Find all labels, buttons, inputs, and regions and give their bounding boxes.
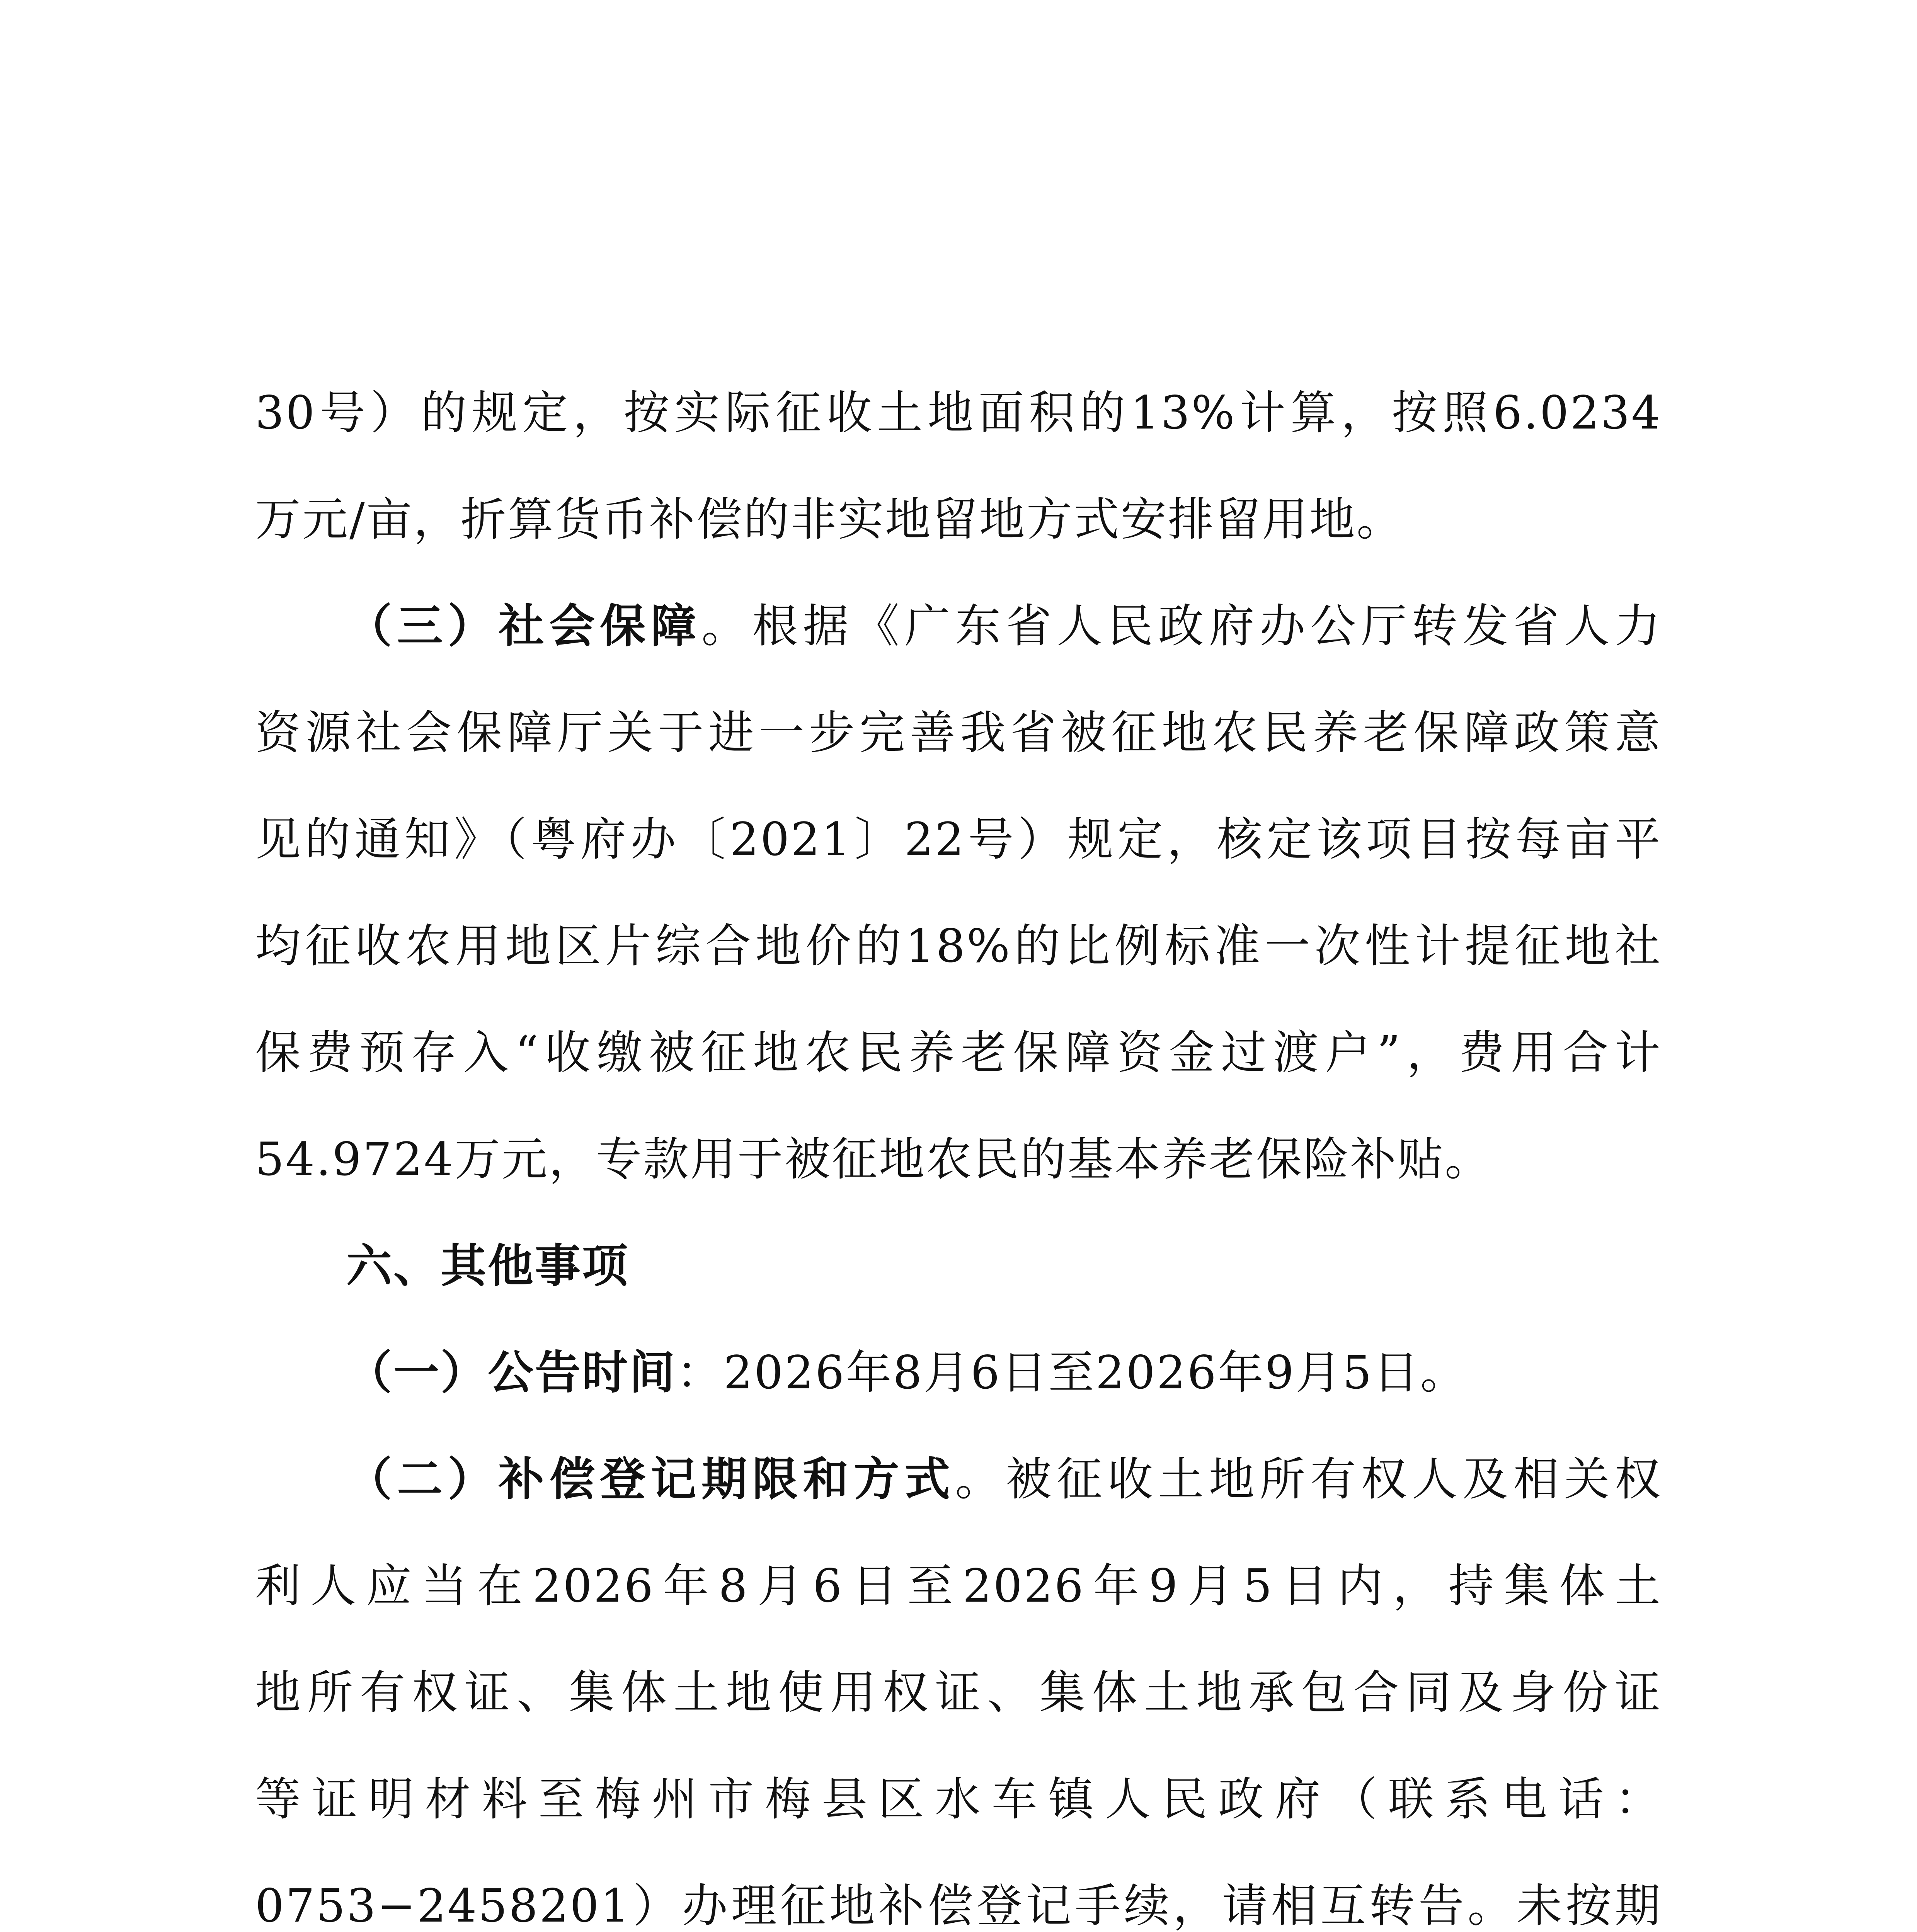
text-line-1: 30号）的规定，按实际征收土地面积的13%计算，按照6.0234 bbox=[255, 386, 1662, 439]
subheading-announcement-period: （一）公告时间 bbox=[346, 1345, 677, 1399]
text-line-8: 54.9724万元，专款用于被征地农民的基本养老保险补贴。 bbox=[255, 1133, 1492, 1186]
registration-line: （二）补偿登记期限和方式。被征收土地所有权人及相关权 bbox=[346, 1452, 1662, 1506]
text-line-13: 地所有权证、集体土地使用权证、集体土地承包合同及身份证 bbox=[255, 1666, 1662, 1719]
section-social-security-line: （三）社会保障。根据《广东省人民政府办公厅转发省人力 bbox=[346, 599, 1662, 653]
section-heading-social-security: （三）社会保障 bbox=[346, 599, 701, 653]
document-body bbox=[255, 359, 1662, 1932]
text-line-2: 万元/亩，折算货币补偿的非实地留地方式安排留用地。 bbox=[255, 493, 1404, 546]
text-line-6: 均征收农用地区片综合地价的18%的比例标准一次性计提征地社 bbox=[255, 919, 1662, 973]
text-line-12: 利人应当在2026年8月6日至2026年9月5日内，持集体土 bbox=[255, 1559, 1662, 1612]
section-heading-other-matters: 六、其他事项 bbox=[346, 1239, 630, 1293]
text-line-4: 资源社会保障厅关于进一步完善我省被征地农民养老保障政策意 bbox=[255, 706, 1662, 759]
text-line-5: 见的通知》（粤府办〔2021〕22号）规定，核定该项目按每亩平 bbox=[255, 813, 1662, 866]
text-line-7: 保费预存入“收缴被征地农民养老保障资金过渡户”，费用合计 bbox=[255, 1026, 1662, 1079]
text-line-14: 等证明材料至梅州市梅县区水车镇人民政府（联系电话： bbox=[255, 1772, 1662, 1826]
announcement-period-line: （一）公告时间：2026年8月6日至2026年9月5日。 bbox=[346, 1345, 1468, 1399]
text-line-15: 0753−2458201）办理征地补偿登记手续，请相互转告。未按期 bbox=[255, 1879, 1662, 1932]
subheading-registration: （二）补偿登记期限和方式 bbox=[346, 1452, 955, 1506]
